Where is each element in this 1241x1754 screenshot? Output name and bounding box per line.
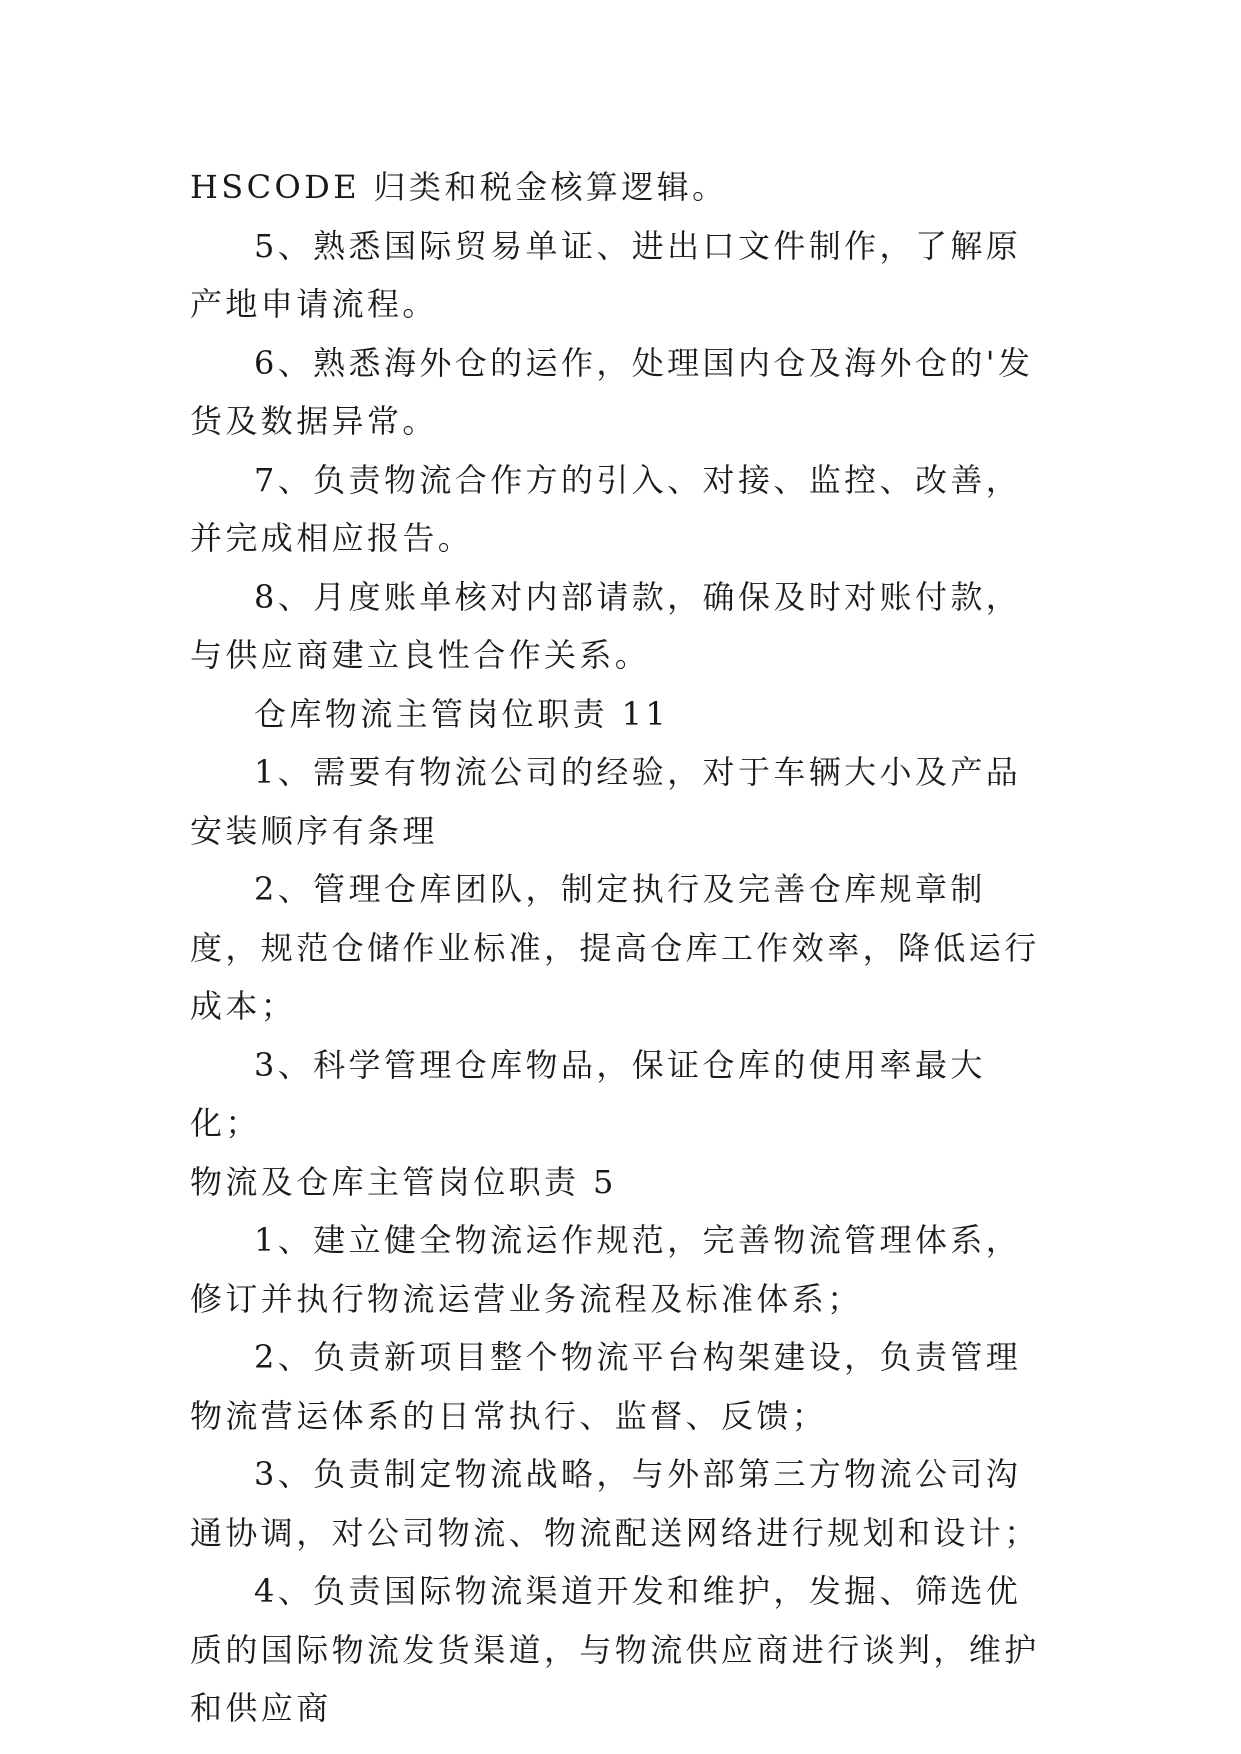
paragraph-item-6: 6、熟悉海外仓的运作，处理国内仓及海外仓的'发货及数据异常。 xyxy=(190,343,1034,440)
section-heading-logistics-warehouse: 物流及仓库主管岗位职责 5 xyxy=(190,1162,617,1201)
paragraph-section2-item-1: 1、建立健全物流运作规范，完善物流管理体系，修订并执行物流运营业务流程及标准体系； xyxy=(190,1221,1022,1318)
document-body xyxy=(190,158,1050,1738)
paragraph-section2-item-4: 4、负责国际物流渠道开发和维护，发掘、筛选优质的国际物流发货渠道，与物流供应商进行谈判，维护和供应商 xyxy=(190,1572,1040,1727)
paragraph-section1-item-3: 3、科学管理仓库物品，保证仓库的使用率最大化； xyxy=(190,1045,986,1142)
paragraph-section2-item-2: 2、负责新项目整个物流平台构架建设，负责管理物流营运体系的日常执行、监督、反馈； xyxy=(190,1338,1022,1435)
paragraph-section1-item-1: 1、需要有物流公司的经验，对于车辆大小及产品安装顺序有条理 xyxy=(190,753,1022,850)
paragraph-item-8: 8、月度账单核对内部请款，确保及时对账付款，与供应商建立良性合作关系。 xyxy=(190,577,1022,674)
paragraph-item-7: 7、负责物流合作方的引入、对接、监控、改善，并完成相应报告。 xyxy=(190,460,1022,557)
paragraph-section1-item-2: 2、管理仓库团队，制定执行及完善仓库规章制度，规范仓储作业标准，提高仓库工作效率，降低运行成本； xyxy=(190,870,1040,1025)
section-heading-warehouse-logistics: 仓库物流主管岗位职责 11 xyxy=(254,694,670,733)
paragraph-item-5: 5、熟悉国际贸易单证、进出口文件制作，了解原产地申请流程。 xyxy=(190,226,1022,323)
paragraph-section2-item-3: 3、负责制定物流战略，与外部第三方物流公司沟通协调，对公司物流、物流配送网络进行规划和设计； xyxy=(190,1455,1040,1552)
paragraph-hscode: HSCODE 归类和税金核算逻辑。 xyxy=(190,168,728,206)
